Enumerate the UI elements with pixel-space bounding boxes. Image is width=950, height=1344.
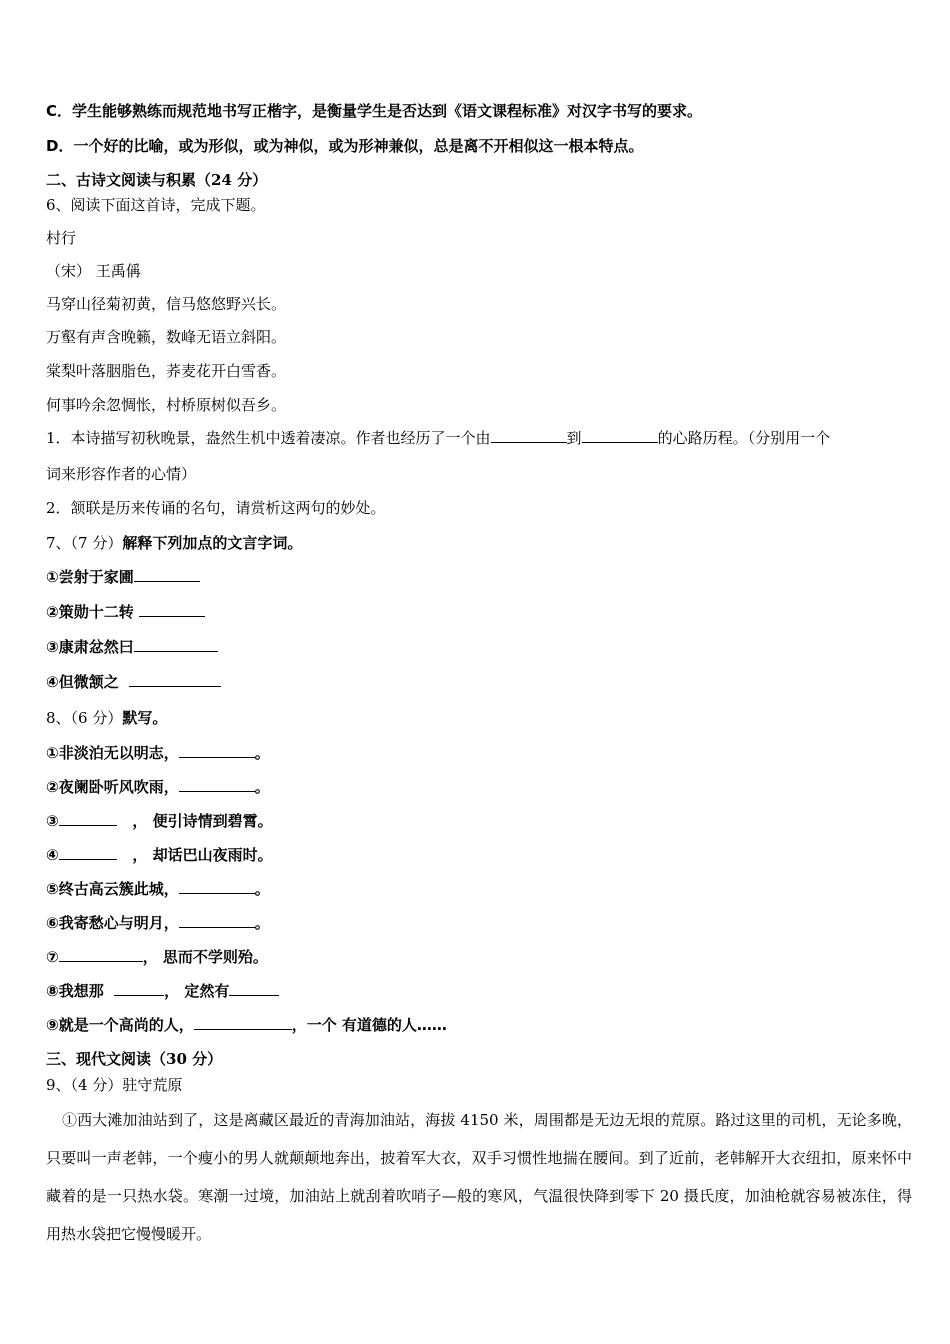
q8-item-5-end: 。 — [254, 880, 270, 898]
q8-item-9 — [46, 1015, 447, 1035]
q7-item-1 — [46, 567, 200, 587]
poem-line-2: 万壑有声含晚籁，数峰无语立斜阳。 — [46, 328, 287, 346]
answer-blank[interactable] — [114, 981, 164, 996]
poem-line-3: 棠梨叶落胭脂色，荞麦花开白雪香。 — [46, 362, 287, 380]
poem-author: （宋） 王禹偁 — [46, 262, 141, 280]
q8-prompt: 默写。 — [122, 709, 168, 727]
q8-item-8-text-b: ， 定然有 — [164, 982, 230, 1000]
q8-item-8 — [46, 981, 279, 1001]
q8-item-2-text: ②夜阑卧听风吹雨， — [46, 778, 179, 796]
q8-item-2-end: 。 — [254, 778, 270, 796]
q8-item-2 — [46, 777, 270, 797]
poem-line-1: 马穿山径菊初黄，信马悠悠野兴长。 — [46, 295, 287, 313]
question-8 — [46, 708, 167, 728]
option-d: D．一个好的比喻，或为形似，或为神似，或为形神兼似，总是离不开相似这一根本特点。 — [46, 137, 644, 155]
answer-blank[interactable] — [59, 845, 117, 860]
q8-item-9-text: ⑨就是一个高尚的人， — [46, 1016, 194, 1034]
q7-item-4-text: ④但微颔之 — [46, 673, 119, 691]
answer-blank[interactable] — [582, 428, 658, 443]
answer-blank[interactable] — [491, 428, 567, 443]
q7-item-3-text: ③康肃忿然曰 — [46, 638, 134, 656]
passage-text: ①西大滩加油站到了，这是离藏区最近的青海加油站，海拔 4150 米，周围都是无边无垠的荒原。路过这里的司机，无论多晚，只要叫一声老韩，一个瘦小的男人就颠颠地奔出，披着军大衣，双手习惯性地揣在腰间。到了近前，老韩解开大衣纽扣，原来怀中藏着的是一只热水袋。寒潮一过境，加油站上就刮着吹哨子—般的寒风，气温很快降到零下 20 摄氏度，加油枪就容易被冻住，得用热水袋把它慢慢暖开。 — [46, 1111, 912, 1243]
q6-1-text-c: 的心路历程。（分别用一个 — [657, 429, 831, 447]
q8-item-1-end: 。 — [254, 744, 270, 762]
question-6-1 — [46, 428, 830, 448]
q8-item-6 — [46, 913, 270, 933]
answer-blank[interactable] — [179, 913, 255, 928]
answer-blank[interactable] — [129, 672, 221, 687]
q6-1-text-a: 1．本诗描写初秋晚景，盎然生机中透着凄凉。作者也经历了一个由 — [46, 429, 491, 447]
answer-blank[interactable] — [59, 811, 117, 826]
answer-blank[interactable] — [229, 981, 279, 996]
q8-item-4-text: ， 却话巴山夜雨时。 — [132, 846, 273, 864]
q8-item-4-num: ④ — [46, 846, 59, 864]
poem-title: 村行 — [46, 229, 77, 247]
q7-item-4 — [46, 672, 221, 692]
q7-prompt: 解释下列加点的文言字词。 — [122, 534, 303, 552]
answer-blank[interactable] — [59, 947, 143, 962]
q8-item-4 — [46, 845, 273, 865]
q8-item-7-text: ， 思而不学则殆。 — [142, 948, 268, 966]
q8-item-7 — [46, 947, 268, 967]
section-3-heading: 三、现代文阅读（30 分） — [46, 1050, 223, 1068]
answer-blank[interactable] — [134, 637, 218, 652]
q7-number: 7、（7 分） — [46, 534, 123, 552]
q6-1-text-b: 到 — [566, 429, 582, 447]
poem-line-4: 何事吟余忽惆怅，村桥原树似吾乡。 — [46, 396, 287, 414]
q8-item-1 — [46, 743, 270, 763]
q8-item-7-num: ⑦ — [46, 948, 59, 966]
q8-item-6-text: ⑥我寄愁心与明月， — [46, 914, 179, 932]
question-6-1-cont: 词来形容作者的心情） — [46, 465, 197, 483]
answer-blank[interactable] — [139, 602, 205, 617]
q8-item-3-num: ③ — [46, 812, 59, 830]
q8-item-1-text: ①非淡泊无以明志， — [46, 744, 179, 762]
answer-blank[interactable] — [194, 1015, 292, 1030]
question-7 — [46, 533, 302, 553]
q8-item-3-text: ， 便引诗情到碧霄。 — [132, 812, 273, 830]
q8-item-9-text-b: ，一个 有道德的人…… — [291, 1016, 447, 1034]
section-2-heading: 二、古诗文阅读与积累（24 分） — [46, 171, 268, 189]
question-6-2: 2．颔联是历来传诵的名句，请赏析这两句的妙处。 — [46, 499, 386, 517]
answer-blank[interactable] — [179, 743, 255, 758]
passage-paragraph — [46, 1101, 912, 1253]
q7-item-2 — [46, 602, 205, 622]
question-6: 6、阅读下面这首诗，完成下题。 — [46, 196, 266, 214]
q7-item-1-text: ①尝射于家圃 — [46, 568, 134, 586]
q8-number: 8、（6 分） — [46, 709, 123, 727]
answer-blank[interactable] — [179, 879, 255, 894]
q8-item-5 — [46, 879, 270, 899]
q8-item-6-end: 。 — [254, 914, 270, 932]
q8-item-5-text: ⑤终古高云簇此城， — [46, 880, 179, 898]
question-9: 9、（4 分）驻守荒原 — [46, 1076, 183, 1094]
q7-item-2-text: ②策勋十二转 — [46, 603, 134, 621]
answer-blank[interactable] — [134, 567, 200, 582]
q7-item-3 — [46, 637, 218, 657]
q8-item-3 — [46, 811, 273, 831]
q8-item-8-text: ⑧我想那 — [46, 982, 104, 1000]
option-c: C．学生能够熟练而规范地书写正楷字，是衡量学生是否达到《语文课程标准》对汉字书写的要求。 — [46, 102, 703, 120]
answer-blank[interactable] — [179, 777, 255, 792]
